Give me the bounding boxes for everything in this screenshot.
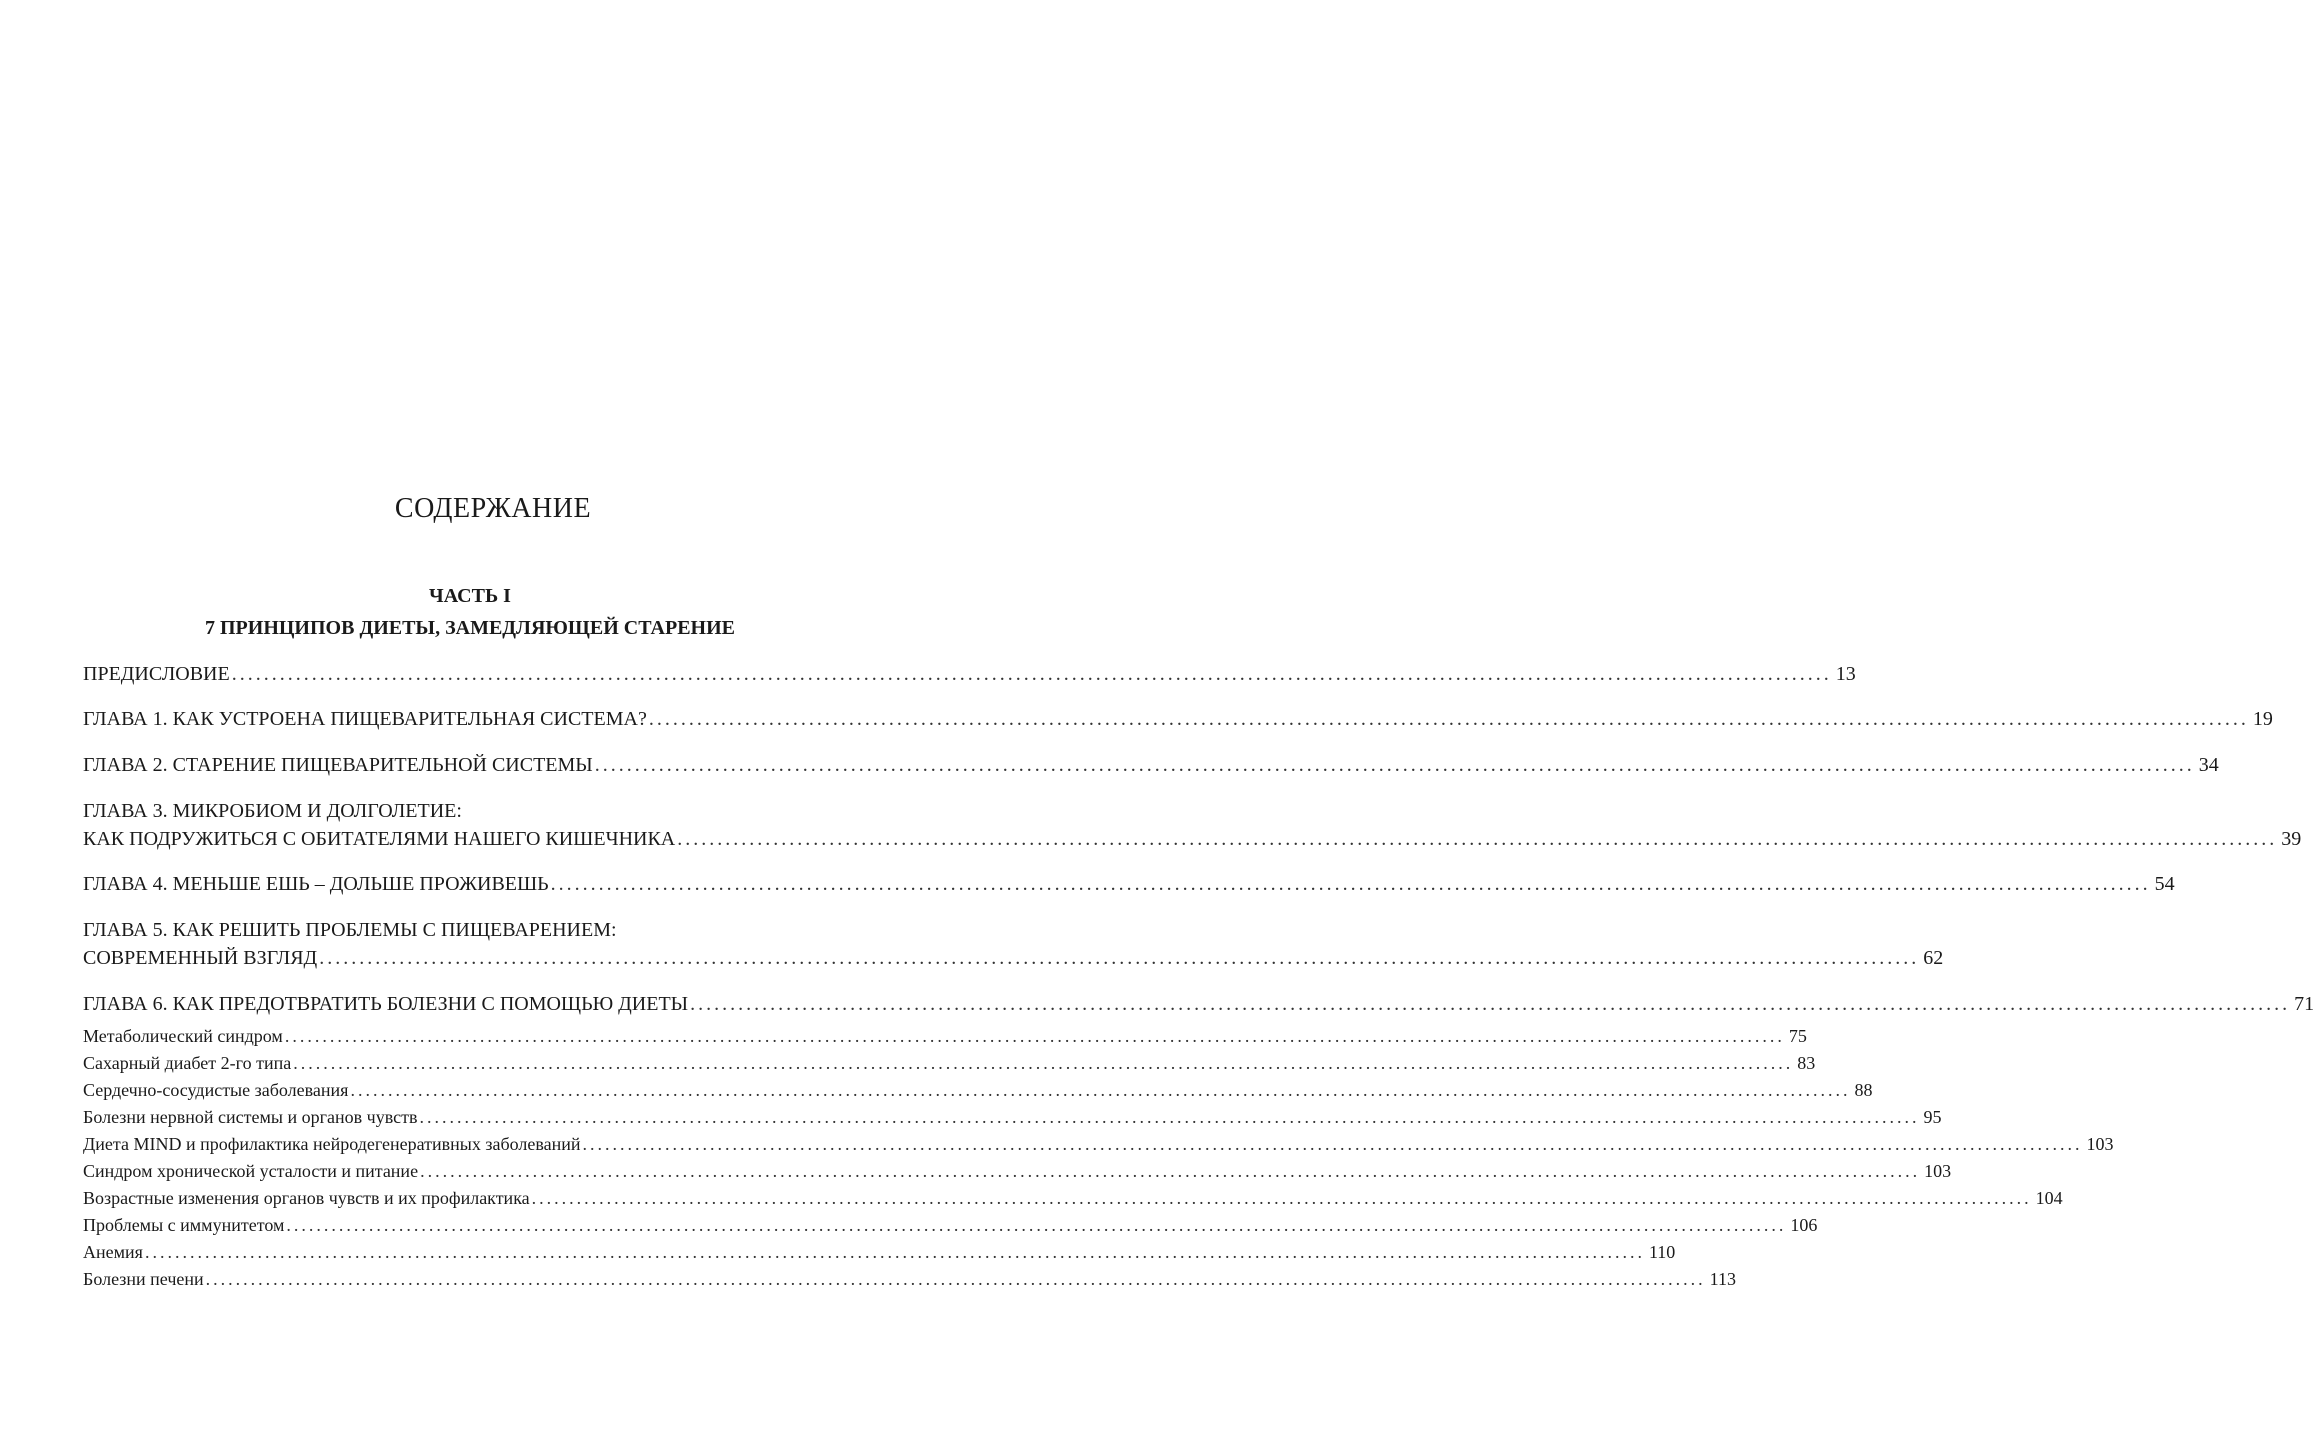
toc-entry-title: ГЛАВА 1. КАК УСТРОЕНА ПИЩЕВАРИТЕЛЬНАЯ СИСТЕМА?	[83, 708, 647, 730]
toc-subentry-page: 106	[1790, 1215, 1818, 1235]
toc-entry-page: 19	[2252, 708, 2273, 730]
toc-entry-page: 13	[1835, 663, 1856, 685]
toc-subentries	[83, 1023, 2114, 1293]
toc-subentry[interactable]	[83, 1104, 1942, 1131]
toc-entry-preface[interactable]	[83, 660, 1856, 688]
dot-leader: ........................................................................................................................................................................................................	[420, 1161, 1921, 1181]
dot-leader: ........................................................................................................................................................................................................	[419, 1107, 1920, 1127]
toc-subentry[interactable]	[83, 1266, 1736, 1293]
dot-leader: ........................................................................................................................................................................................................	[350, 1080, 1851, 1100]
toc-subentry-title: Проблемы с иммунитетом	[83, 1215, 285, 1235]
toc-entry-title: ГЛАВА 4. МЕНЬШЕ ЕШЬ – ДОЛЬШЕ ПРОЖИВЕШЬ	[83, 873, 549, 895]
toc-entry-title: СОВРЕМЕННЫЙ ВЗГЛЯД	[83, 947, 318, 969]
dot-leader: ........................................................................................................................................................................................................	[231, 663, 1832, 685]
toc-subentry-page: 103	[2086, 1134, 2114, 1154]
toc-entry-chapter-1[interactable]	[83, 705, 2273, 733]
toc-subentry-title: Метаболический синдром	[83, 1026, 283, 1046]
toc-subentry-page: 75	[1788, 1026, 1807, 1046]
toc-subentry-page: 88	[1854, 1080, 1873, 1100]
toc-subentry[interactable]	[83, 1212, 1818, 1239]
toc-subentry-page: 83	[1797, 1053, 1816, 1073]
toc-subentry[interactable]	[83, 1239, 1676, 1266]
dot-leader: ........................................................................................................................................................................................................	[284, 1026, 1785, 1046]
toc-subentry[interactable]	[83, 1158, 1952, 1185]
toc-subentry-page: 95	[1923, 1107, 1942, 1127]
dot-leader: ........................................................................................................................................................................................................	[293, 1053, 1794, 1073]
toc-entry-chapter-3[interactable]	[83, 797, 2302, 853]
toc-subentry[interactable]	[83, 1131, 2114, 1158]
dot-leader: ........................................................................................................................................................................................................	[582, 1134, 2083, 1154]
toc-entry-page: 34	[2198, 754, 2219, 776]
toc-entry-title-line1: ГЛАВА 3. МИКРОБИОМ И ДОЛГОЛЕТИЕ:	[83, 800, 462, 822]
dot-leader: ........................................................................................................................................................................................................	[594, 754, 2195, 776]
toc-entry-chapter-6[interactable]	[83, 990, 2314, 1018]
toc-entry-page: 71	[2294, 993, 2314, 1015]
dot-leader: ........................................................................................................................................................................................................	[690, 993, 2291, 1015]
page-title: СОДЕРЖАНИЕ	[394, 493, 592, 524]
toc-subentry-page: 110	[1648, 1242, 1676, 1262]
dot-leader: ........................................................................................................................................................................................................	[319, 947, 1920, 969]
toc-subentry-title: Сахарный диабет 2-го типа	[83, 1053, 292, 1073]
toc-entry-chapter-4[interactable]	[83, 870, 2175, 898]
toc-entry-title: КАК ПОДРУЖИТЬСЯ С ОБИТАТЕЛЯМИ НАШЕГО КИШЕЧНИКА	[83, 828, 676, 850]
dot-leader: ........................................................................................................................................................................................................	[531, 1188, 2032, 1208]
toc-subentry-title: Анемия	[83, 1242, 143, 1262]
table-of-contents	[83, 660, 2314, 1293]
toc-subentry[interactable]	[83, 1050, 1816, 1077]
toc-entry-title-line1: ГЛАВА 5. КАК РЕШИТЬ ПРОБЛЕМЫ С ПИЩЕВАРЕНИЕМ:	[83, 919, 617, 941]
toc-subentry[interactable]	[83, 1077, 1873, 1104]
dot-leader: ........................................................................................................................................................................................................	[677, 828, 2278, 850]
dot-leader: ........................................................................................................................................................................................................	[648, 708, 2249, 730]
part-label: ЧАСТЬ I	[429, 585, 511, 607]
toc-subentry-title: Синдром хронической усталости и питание	[83, 1161, 419, 1181]
toc-entry-page: 39	[2281, 828, 2302, 850]
toc-entry-chapter-2[interactable]	[83, 751, 2219, 779]
part-subtitle: 7 ПРИНЦИПОВ ДИЕТЫ, ЗАМЕДЛЯЮЩЕЙ СТАРЕНИЕ	[204, 617, 736, 639]
toc-entry-title: ПРЕДИСЛОВИЕ	[83, 663, 230, 685]
toc-subentry-title: Диета MIND и профилактика нейродегенеративных заболеваний	[83, 1134, 581, 1154]
toc-entry-page: 62	[1923, 947, 1944, 969]
toc-subentry-title: Возрастные изменения органов чувств и их профилактика	[83, 1188, 530, 1208]
toc-subentry[interactable]	[83, 1023, 1807, 1050]
dot-leader: ........................................................................................................................................................................................................	[205, 1269, 1706, 1289]
toc-subentry-page: 103	[1924, 1161, 1952, 1181]
dot-leader: ........................................................................................................................................................................................................	[144, 1242, 1645, 1262]
toc-subentry[interactable]	[83, 1185, 2063, 1212]
dot-leader: ........................................................................................................................................................................................................	[286, 1215, 1787, 1235]
dot-leader: ........................................................................................................................................................................................................	[550, 873, 2151, 895]
toc-subentry-title: Болезни печени	[83, 1269, 204, 1289]
toc-subentry-title: Сердечно-сосудистые заболевания	[83, 1080, 349, 1100]
toc-subentry-title: Болезни нервной системы и органов чувств	[83, 1107, 418, 1127]
toc-entry-title: ГЛАВА 2. СТАРЕНИЕ ПИЩЕВАРИТЕЛЬНОЙ СИСТЕМЫ	[83, 754, 593, 776]
toc-entry-chapter-5[interactable]	[83, 916, 1944, 972]
toc-subentry-page: 113	[1709, 1269, 1736, 1289]
toc-subentry-page: 104	[2035, 1188, 2063, 1208]
toc-entry-page: 54	[2154, 873, 2175, 895]
toc-entry-title: ГЛАВА 6. КАК ПРЕДОТВРАТИТЬ БОЛЕЗНИ С ПОМОЩЬЮ ДИЕТЫ	[83, 993, 689, 1015]
